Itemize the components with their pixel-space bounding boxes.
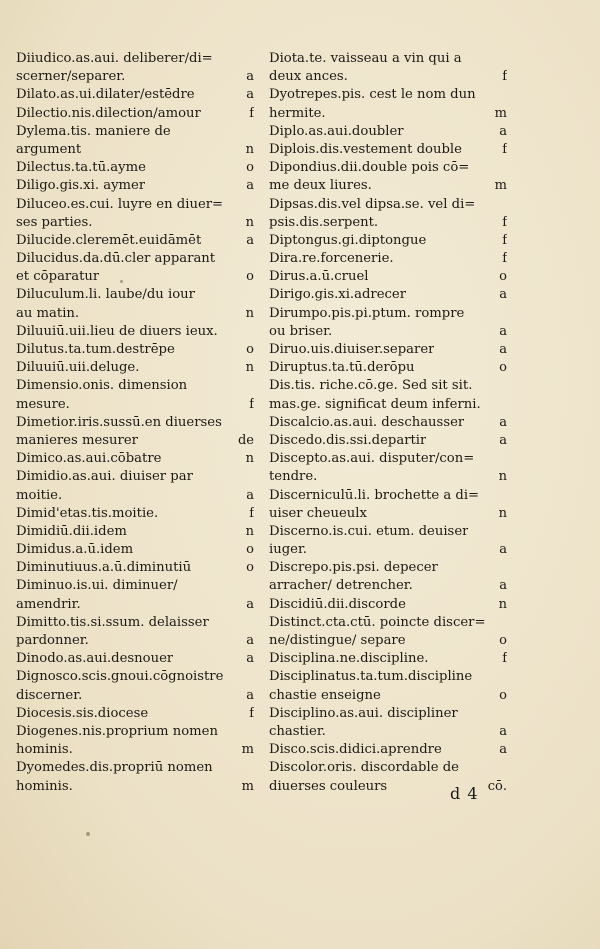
gender-mark: f [502,141,507,157]
entry-text: Diplois.dis.vestement double [269,141,462,157]
dictionary-line [16,250,254,268]
entry-text: Diluuiū.uii.deluge. [16,360,140,376]
entry-text: Dis.tis. riche.cō.ge. Sed sit sit. [269,378,473,394]
dictionary-line [269,268,507,286]
entry-text: Dilectus.ta.tū.ayme [16,160,146,176]
entry-text: Dimidiū.dii.idem [16,523,127,539]
entry-text: chastie enseigne [269,687,381,703]
entry-text: Discolor.oris. discordable de [269,760,459,776]
gender-mark: o [499,269,507,285]
dictionary-line [16,596,254,614]
entry-text: Discidiū.dii.discorde [269,596,406,612]
gender-mark: o [246,342,254,357]
entry-text: iuger. [269,542,308,558]
entry-text: Dilectio.nis.dilection/amour [16,105,201,121]
gender-mark: a [499,432,507,448]
entry-text: argument [16,141,82,157]
dictionary-line [16,741,254,759]
gender-mark: m [241,742,254,758]
gender-mark: a [246,596,254,612]
entry-text: hominis. [16,778,73,794]
gender-mark: f [249,105,254,121]
dictionary-line [269,232,507,250]
entry-text: Dilutus.ta.tum.destrēpe [16,342,175,357]
entry-text: Discrepo.pis.psi. depecer [269,560,438,576]
gender-mark: o [246,269,254,285]
entry-text: Diligo.gis.xi. aymer [16,178,146,194]
entry-text: discerner. [16,687,83,703]
dictionary-line [269,141,507,159]
entry-text: Dimensio.onis. dimension [16,378,188,394]
dictionary-line [16,668,254,686]
dictionary-line [269,414,507,432]
gender-mark: n [498,596,507,612]
dictionary-line [16,432,254,450]
gender-mark: n [245,360,254,376]
entry-text: hermite. [269,105,326,121]
entry-text: ne/distingue/ separe [269,633,406,648]
entry-text: me deux liures. [269,178,372,194]
entry-text: Dignosco.scis.gnoui.cōgnoistre [16,669,224,685]
gender-mark: n [498,505,507,521]
entry-text: au matin. [16,305,80,321]
dictionary-line [269,123,507,141]
dictionary-line [16,705,254,723]
gender-mark: a [499,342,507,357]
dictionary-line [269,359,507,377]
gender-mark: a [246,651,254,667]
dictionary-line [269,668,507,686]
entry-text: deux ances. [269,69,348,85]
gender-mark: a [246,178,254,194]
dictionary-line [16,68,254,86]
entry-text: Diminuo.is.ui. diminuer/ [16,578,178,594]
entry-text: Discerno.is.cui. etum. deuiser [269,523,469,539]
entry-text: Diluceo.es.cui. luyre en diuer= [16,196,224,212]
dictionary-line [16,614,254,632]
dictionary-line [269,105,507,123]
dictionary-line [269,705,507,723]
gender-mark: n [245,214,254,230]
dictionary-line [269,614,507,632]
dictionary-line [16,105,254,123]
dictionary-line [269,86,507,104]
gender-mark: f [502,651,507,667]
dictionary-line [16,196,254,214]
dictionary-line [269,632,507,650]
gender-mark: m [241,778,254,794]
gender-mark: o [499,633,507,648]
dictionary-line [16,341,254,359]
entry-text: Disciplina.ne.discipline. [269,651,429,667]
entry-text: mas.ge. significat deum inferni. [269,396,481,412]
gender-mark: f [502,69,507,85]
entry-text: tendre. [269,469,318,485]
entry-text: uiser cheueulx [269,505,367,521]
dictionary-line [269,286,507,304]
entry-text: Dilucidus.da.dū.cler apparant [16,251,216,267]
entry-text: psis.dis.serpent. [269,214,379,230]
gender-mark: o [499,360,507,376]
gender-mark: o [246,560,254,576]
dictionary-line [269,177,507,195]
gender-mark: n [245,523,254,539]
entry-text: Dira.re.forcenerie. [269,251,394,267]
dictionary-line [16,632,254,650]
dictionary-line [16,305,254,323]
gender-mark: a [499,578,507,594]
gender-mark: cō. [487,778,507,794]
dictionary-line [269,377,507,395]
ink-speck [120,280,123,283]
gender-mark: n [498,469,507,485]
entry-text: Diplo.as.aui.doubler [269,123,404,139]
entry-text: Dirigo.gis.xi.adrecer [269,287,407,303]
entry-text: Distinct.cta.ctū. poincte discer= [269,614,486,630]
entry-text: Disciplino.as.aui. discipliner [269,705,458,721]
dictionary-line [16,323,254,341]
dictionary-line [269,468,507,486]
gender-mark: a [499,323,507,339]
dictionary-line [16,268,254,286]
entry-text: Diminutiuus.a.ū.diminutiū [16,560,192,576]
dictionary-line [269,450,507,468]
entry-text: Dilucide.cleremēt.euidāmēt [16,232,202,248]
dictionary-line [269,723,507,741]
entry-text: Dylema.tis. maniere de [16,123,171,139]
dictionary-line [16,177,254,195]
dictionary-line [269,596,507,614]
entry-text: mesure. [16,396,70,412]
entry-text: hominis. [16,742,73,758]
gender-mark: a [246,687,254,703]
gender-mark: a [246,69,254,85]
dictionary-line [16,232,254,250]
entry-text: Dimico.as.aui.cōbatre [16,451,162,467]
gender-mark: n [245,305,254,321]
entry-text: Diluuiū.uii.lieu de diuers ieux. [16,323,218,339]
dictionary-line [16,286,254,304]
entry-text: manieres mesurer [16,432,138,448]
entry-text: Diogenes.nis.proprium nomen [16,723,218,739]
dictionary-line [269,432,507,450]
entry-text: diuerses couleurs [269,778,388,794]
dictionary-line [16,541,254,559]
entry-text: Dyotrepes.pis. cest le nom dun [269,87,476,103]
entry-text: Diocesis.sis.diocese [16,705,149,721]
dictionary-line [16,505,254,523]
entry-text: Dirumpo.pis.pi.ptum. rompre [269,305,465,321]
dictionary-line [16,723,254,741]
gender-mark: de [237,432,254,448]
dictionary-line [269,687,507,705]
dictionary-line [16,778,254,796]
entry-text: et cōparatur [16,269,100,285]
entry-text: Dimitto.tis.si.ssum. delaisser [16,614,209,630]
gender-mark: o [246,542,254,558]
dictionary-line [16,577,254,595]
entry-text: scerner/separer. [16,69,126,85]
entry-text: Discedo.dis.ssi.departir [269,432,427,448]
entry-text: Dimidio.as.aui. diuiser par [16,469,193,485]
gender-mark: m [494,178,507,194]
dictionary-line [269,650,507,668]
gender-mark: f [502,214,507,230]
dictionary-line [16,468,254,486]
entry-text: Dilato.as.ui.dilater/estēdre [16,87,195,103]
dictionary-line [269,577,507,595]
gender-mark: o [246,160,254,176]
entry-text: Dimid'etas.tis.moitie. [16,505,159,521]
dictionary-line [269,341,507,359]
entry-text: moitie. [16,487,63,503]
gender-mark: n [245,141,254,157]
entry-text: Disciplinatus.ta.tum.discipline [269,669,473,685]
entry-text: Discalcio.as.aui. deschausser [269,414,465,430]
signature-mark: d 4 [450,784,479,803]
entry-text: Dipondius.dii.double pois cō= [269,160,470,176]
gender-mark: f [249,396,254,412]
entry-text: Disco.scis.didici.aprendre [269,742,442,758]
dictionary-line [269,559,507,577]
entry-text: Discerniculū.li. brochette a di= [269,487,480,503]
entry-text: arracher/ detrencher. [269,578,413,594]
dictionary-line [16,559,254,577]
entry-text: ou briser. [269,323,333,339]
entry-text: chastier. [269,723,326,739]
entry-text: amendrir. [16,596,81,612]
dictionary-line [16,377,254,395]
gender-mark: a [246,487,254,503]
entry-text: Diluculum.li. laube/du iour [16,287,195,303]
entry-text: Diruptus.ta.tū.derōpu [269,360,415,376]
dictionary-line [16,450,254,468]
dictionary-line [16,86,254,104]
gender-mark: o [499,687,507,703]
entry-text: Dyomedes.dis.propriū nomen [16,760,213,776]
dictionary-line [16,487,254,505]
dictionary-line [16,214,254,232]
entry-text: Discepto.as.aui. disputer/con= [269,451,475,467]
entry-text: Dipsas.dis.vel dipsa.se. vel di= [269,196,476,212]
entry-text: Diiudico.as.aui. deliberer/di= [16,51,213,66]
dictionary-line [16,414,254,432]
dictionary-line [16,123,254,141]
dictionary-line [269,196,507,214]
dictionary-line [269,305,507,323]
entry-text: Diota.te. vaisseau a vin qui a [269,51,462,66]
dictionary-line [269,505,507,523]
dictionary-line [269,523,507,541]
gender-mark: a [499,287,507,303]
gender-mark: a [499,542,507,558]
dictionary-line [16,687,254,705]
dictionary-line [16,159,254,177]
dictionary-line [16,759,254,777]
dictionary-line [269,541,507,559]
gender-mark: f [249,705,254,721]
dictionary-line [269,68,507,86]
gender-mark: f [502,251,507,267]
entry-text: Dirus.a.ū.cruel [269,269,369,285]
gender-mark: a [246,87,254,103]
dictionary-line [16,141,254,159]
dictionary-line [269,396,507,414]
dictionary-line [269,759,507,777]
dictionary-line [16,359,254,377]
gender-mark: a [499,742,507,758]
gender-mark: m [494,105,507,121]
dictionary-line [269,50,507,68]
entry-text: Dinodo.as.aui.desnouer [16,651,174,667]
gender-mark: a [246,633,254,648]
gender-mark: a [246,232,254,248]
dictionary-line [269,741,507,759]
dictionary-line [269,487,507,505]
dictionary-line [269,323,507,341]
gender-mark: a [499,123,507,139]
dictionary-line [16,396,254,414]
entry-text: Dimidus.a.ū.idem [16,542,134,558]
dictionary-line [269,214,507,232]
dictionary-line [16,523,254,541]
right-column [269,50,507,796]
dictionary-line [16,50,254,68]
dictionary-line [16,650,254,668]
entry-text: Diruo.uis.diuiser.separer [269,342,435,357]
entry-text: ses parties. [16,214,93,230]
ink-speck [86,832,90,836]
gender-mark: n [245,451,254,467]
gender-mark: f [502,232,507,248]
gender-mark: a [499,414,507,430]
gender-mark: a [499,723,507,739]
left-column [16,50,254,796]
entry-text: Dimetior.iris.sussū.en diuerses [16,414,222,430]
dictionary-line [269,250,507,268]
dictionary-line [269,159,507,177]
entry-text: Diptongus.gi.diptongue [269,232,427,248]
entry-text: pardonner. [16,633,89,648]
gender-mark: f [249,505,254,521]
